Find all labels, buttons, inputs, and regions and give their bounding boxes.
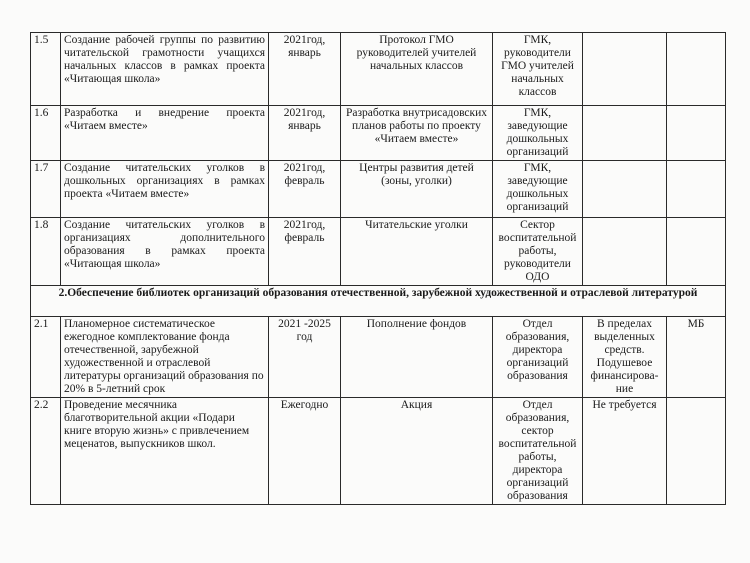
completion-form: Пополнение фондов xyxy=(341,317,493,398)
completion-form: Читательские уголки xyxy=(341,218,493,286)
table-row xyxy=(31,398,726,505)
deadline: 2021год, январь xyxy=(269,33,341,106)
funding-source xyxy=(667,33,726,106)
responsible: ГМК, руководители ГМО учителей начальных классов xyxy=(493,33,583,106)
completion-form: Протокол ГМО руководителей учителей начальных классов xyxy=(341,33,493,106)
completion-form: Акция xyxy=(341,398,493,505)
funding-source xyxy=(667,161,726,218)
completion-form: Разработка внутрисадовских планов работы по проекту «Читаем вместе» xyxy=(341,106,493,161)
row-number: 1.8 xyxy=(31,218,61,286)
funding xyxy=(583,161,667,218)
section-heading: 2.Обеспечение библиотек организаций образования отечественной, зарубежной художественной и отраслевой литературой xyxy=(31,286,726,317)
activity-description: Планомерное систематическое ежегодное комплектование фонда отечественной, зарубежной художественной и отраслевой литературы организаций образования по 20% в 5-летний срок xyxy=(61,317,269,398)
funding xyxy=(583,33,667,106)
activity-description: Создание рабочей группы по развитию читательской грамотности учащихся начальных классов в рамках проекта «Читающая школа» xyxy=(61,33,269,106)
section-row xyxy=(31,286,726,317)
responsible: Отдел образования, директора организаций образования xyxy=(493,317,583,398)
funding-source xyxy=(667,106,726,161)
table-row xyxy=(31,33,726,106)
table-row xyxy=(31,161,726,218)
responsible: ГМК, заведующие дошкольных организаций xyxy=(493,106,583,161)
completion-form: Центры развития детей (зоны, уголки) xyxy=(341,161,493,218)
responsible: ГМК, заведующие дошкольных организаций xyxy=(493,161,583,218)
table-row xyxy=(31,106,726,161)
funding: Не требуется xyxy=(583,398,667,505)
funding-source xyxy=(667,398,726,505)
activity-description: Разработка и внедрение проекта «Читаем вместе» xyxy=(61,106,269,161)
table-row xyxy=(31,218,726,286)
responsible: Отдел образования, сектор воспитательной работы, директора организаций образования xyxy=(493,398,583,505)
funding: В пределах выделенных средств. Подушевое финансирова-ние xyxy=(583,317,667,398)
responsible: Сектор воспитательной работы, руководители ОДО xyxy=(493,218,583,286)
deadline: 2021год, январь xyxy=(269,106,341,161)
deadline: Ежегодно xyxy=(269,398,341,505)
activity-description: Создание читательских уголков в дошкольных организациях в рамках проекта «Читаем вместе» xyxy=(61,161,269,218)
funding-source: МБ xyxy=(667,317,726,398)
funding xyxy=(583,218,667,286)
activity-description: Проведение месячника благотворительной акции «Подари книге вторую жизнь» с привлечением меценатов, выпускников школ. xyxy=(61,398,269,505)
deadline: 2021 -2025 год xyxy=(269,317,341,398)
row-number: 1.7 xyxy=(31,161,61,218)
row-number: 1.5 xyxy=(31,33,61,106)
row-number: 2.2 xyxy=(31,398,61,505)
funding-source xyxy=(667,218,726,286)
funding xyxy=(583,106,667,161)
row-number: 2.1 xyxy=(31,317,61,398)
deadline: 2021год, февраль xyxy=(269,218,341,286)
row-number: 1.6 xyxy=(31,106,61,161)
activity-description: Создание читательских уголков в организациях дополнительного образования в рамках проекта «Читающая школа» xyxy=(61,218,269,286)
plan-table xyxy=(30,32,726,505)
table-row xyxy=(31,317,726,398)
deadline: 2021год, февраль xyxy=(269,161,341,218)
